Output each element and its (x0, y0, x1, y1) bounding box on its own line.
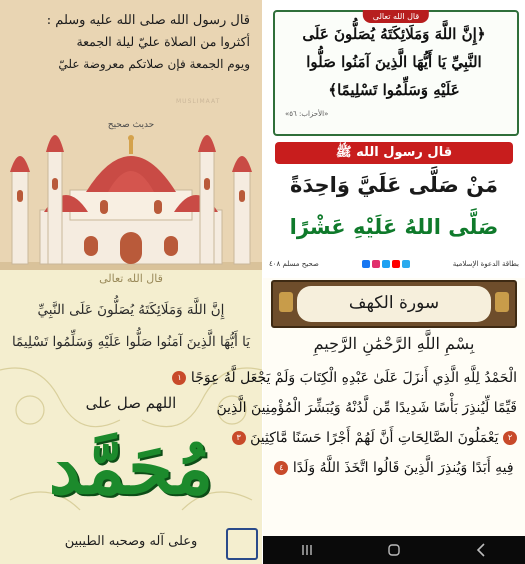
quran-verse (277, 20, 511, 104)
muhammad-calligraphy: مُحَمَّد (48, 425, 214, 510)
verse-tab-label: قال الله تعالى (363, 10, 429, 23)
hadith-line: مَنْ صَلَّى عَلَيَّ وَاحِدَةً (289, 173, 499, 197)
social-icons (362, 260, 410, 268)
ayah-number: ٢ (503, 431, 517, 445)
telegram-icon (402, 260, 410, 268)
verse-line: إِنَّ اللَّهَ وَمَلَائِكَتَهُ يُصَلُّونَ عَلَى النَّبِيِّ (37, 302, 225, 318)
verse-line: ﴿إِنَّ اللَّهَ وَمَلَائِكَتَهُ يُصَلُّونَ عَلَى (302, 25, 486, 43)
closing-text: وعلى آله وصحبه الطيبين (64, 534, 198, 549)
ayah-text: الْحَمْدُ لِلَّهِ الَّذِي أَنزَلَ عَلَىٰ عَبْدِهِ الْكِتَابَ وَلَمْ يَجْعَل لَّهُ عِوَجًا (190, 370, 517, 386)
ornament-icon (495, 292, 509, 312)
ayah-line (236, 426, 517, 450)
home-icon[interactable] (385, 542, 403, 558)
hadith-source: صحيح مسلم ٤٠٨ (269, 260, 319, 268)
youtube-icon (392, 260, 400, 268)
ornament-icon (279, 292, 293, 312)
hadith-line: أكثروا من الصلاة عليّ ليلة الجمعة (76, 34, 250, 49)
twitter-icon (382, 260, 390, 268)
verse-line: عَلَيْهِ وَسَلِّمُوا تَسْلِيمًا﴾ (328, 81, 460, 99)
instagram-icon (372, 260, 380, 268)
android-nav-bar (263, 536, 525, 564)
organization-name: بطاقة الدعوة الإسلامية (452, 260, 519, 268)
ayah-number: ٣ (232, 431, 246, 445)
hadith-text (8, 10, 254, 75)
facebook-icon (362, 260, 370, 268)
hadith-intro: قال رسول الله صلى الله عليه وسلم : (46, 13, 250, 28)
ayah-line (216, 396, 517, 420)
basmala: بِسْمِ اللَّهِ الرَّحْمَٰنِ الرَّحِيمِ (313, 334, 475, 353)
hadith-line: صَلَّى اللهُ عَلَيْهِ عَشْرًا (289, 215, 499, 239)
recent-apps-icon[interactable] (298, 542, 316, 558)
surah-header (271, 280, 517, 328)
ayah-text: يَعْمَلُونَ الصَّالِحَاتِ أَنَّ لَهُمْ أَجْرًا حَسَنًا مَّاكِثِينَ (250, 430, 499, 446)
verse-line: يَا أَيُّهَا الَّذِينَ آمَنُوا صَلُّوا عَلَيْهِ وَسَلِّمُوا تَسْلِيمًا (11, 334, 251, 350)
seal-icon (226, 528, 258, 560)
verse-reference: «الأحزاب: ٥٦» (285, 110, 329, 118)
hadith-line: ويوم الجمعة فإن صلاتكم معروضة عليّ (58, 57, 250, 71)
back-icon[interactable] (472, 542, 490, 558)
ayah-number: ٤ (274, 461, 288, 475)
verse-hadith-card (263, 0, 525, 278)
hadith-intro-banner: قال رسول الله ﷺ (275, 142, 513, 164)
verse-header: قال الله تعالى (99, 272, 163, 285)
verse-line: النَّبِيِّ يَا أَيُّهَا الَّذِينَ آمَنُوا صَلُّوا (306, 53, 482, 71)
card-footer (269, 260, 519, 268)
ayah-line (177, 366, 517, 390)
ayah-line (271, 456, 517, 480)
hadith-grade: حديث صحيح (107, 120, 155, 130)
surah-kahf-page (177, 278, 525, 564)
surah-title: سورة الكهف (297, 286, 491, 322)
watermark: MUSLIMAAT (176, 98, 221, 105)
ayah-number: ١ (172, 371, 186, 385)
ayah-text: قَيِّمًا لِّيُنذِرَ بَأْسًا شَدِيدًا مِّن لَّدُنْهُ وَيُبَشِّرَ الْمُؤْمِنِينَ الَّذِينَ (216, 400, 517, 416)
ayah-text: فِيهِ أَبَدًا وَيُنذِرَ الَّذِينَ قَالُوا اتَّخَذَ اللَّهُ وَلَدًا (292, 460, 514, 476)
prayer-text: اللهم صل على (85, 394, 177, 412)
mosque-hadith-panel (0, 0, 262, 270)
